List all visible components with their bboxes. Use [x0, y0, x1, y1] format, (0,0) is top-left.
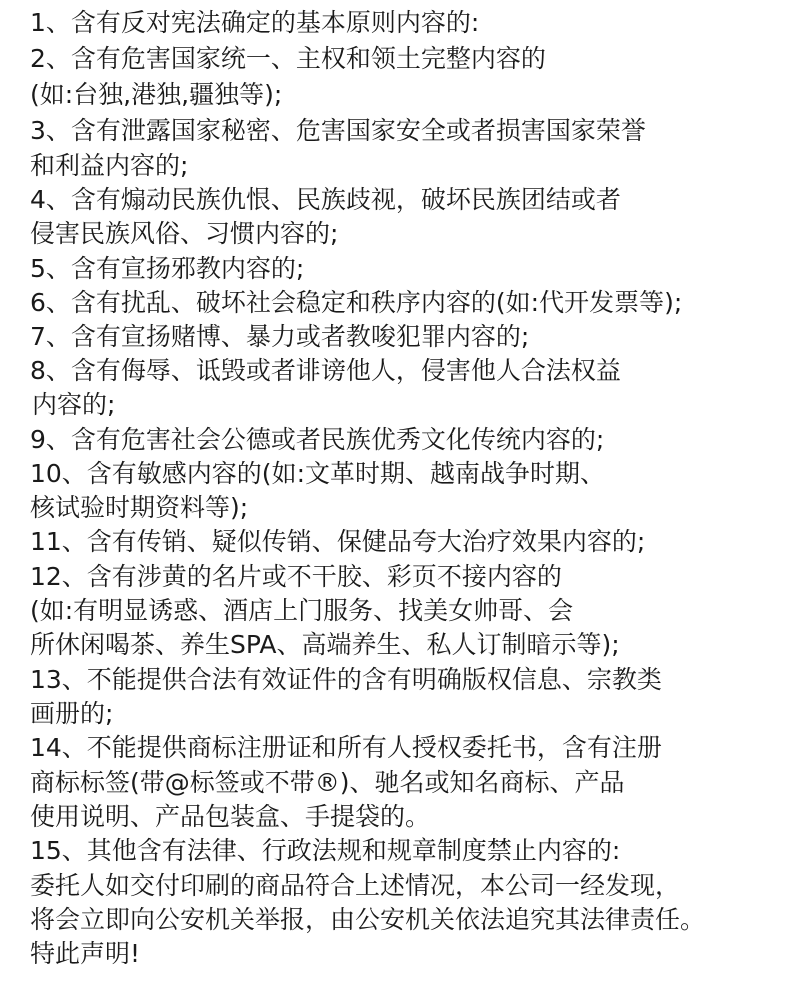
clause-11-line-1: 11、含有传销、疑似传销、保健品夸大治疗效果内容的;	[30, 527, 646, 556]
clause-15-line-1: 15、其他含有法律、行政法规和规章制度禁止内容的:	[30, 836, 621, 865]
statement-line-2: 将会立即向公安机关举报，由公安机关依法追究其法律责任。	[30, 905, 706, 934]
clause-7-line-1: 7、含有宣扬赌博、暴力或者教唆犯罪内容的;	[30, 322, 530, 351]
clause-14-line-1: 14、不能提供商标注册证和所有人授权委托书，含有注册	[30, 733, 662, 762]
clause-8-line-2: 内容的;	[32, 390, 116, 419]
clause-6-line-1: 6、含有扰乱、破坏社会稳定和秩序内容的(如:代开发票等);	[30, 288, 683, 317]
clause-12-line-3: 所休闲喝茶、养生SPA、高端养生、私人订制暗示等);	[30, 630, 620, 659]
statement-closing: 特此声明!	[30, 939, 141, 968]
clause-10-line-1: 10、含有敏感内容的(如:文革时期、越南战争时期、	[30, 459, 605, 488]
clause-2-line-2: (如:台独,港独,疆独等);	[30, 80, 283, 109]
clause-13-line-2: 画册的;	[30, 699, 114, 728]
clause-4-line-1: 4、含有煽动民族仇恨、民族歧视，破坏民族团结或者	[30, 185, 621, 214]
clause-5-line-1: 5、含有宣扬邪教内容的;	[30, 254, 305, 283]
clause-13-line-1: 13、不能提供合法有效证件的含有明确版权信息、宗教类	[30, 665, 662, 694]
clause-3-line-1: 3、含有泄露国家秘密、危害国家安全或者损害国家荣誉	[30, 116, 646, 145]
clause-9-line-1: 9、含有危害社会公德或者民族优秀文化传统内容的;	[30, 425, 605, 454]
clause-3-line-2: 和利益内容的;	[30, 151, 189, 180]
clause-14-line-3: 使用说明、产品包装盒、手提袋的。	[30, 802, 431, 831]
clause-14-line-2: 商标标签(带@标签或不带®)、驰名或知名商标、产品	[30, 768, 625, 797]
clause-10-line-2: 核试验时期资料等);	[30, 493, 249, 522]
clause-8-line-1: 8、含有侮辱、诋毁或者诽谤他人，侵害他人合法权益	[30, 356, 621, 385]
clause-12-line-1: 12、含有涉黄的名片或不干胶、彩页不接内容的	[30, 562, 562, 591]
clause-4-line-2: 侵害民族风俗、习惯内容的;	[30, 219, 339, 248]
clause-2-line-1: 2、含有危害国家统一、主权和领土完整内容的	[30, 44, 546, 73]
clause-1-line-1: 1、含有反对宪法确定的基本原则内容的:	[30, 8, 480, 37]
statement-line-1: 委托人如交付印刷的商品符合上述情况，本公司一经发现，	[30, 871, 681, 900]
clause-12-line-2: (如:有明显诱惑、酒店上门服务、找美女帅哥、会	[30, 596, 574, 625]
